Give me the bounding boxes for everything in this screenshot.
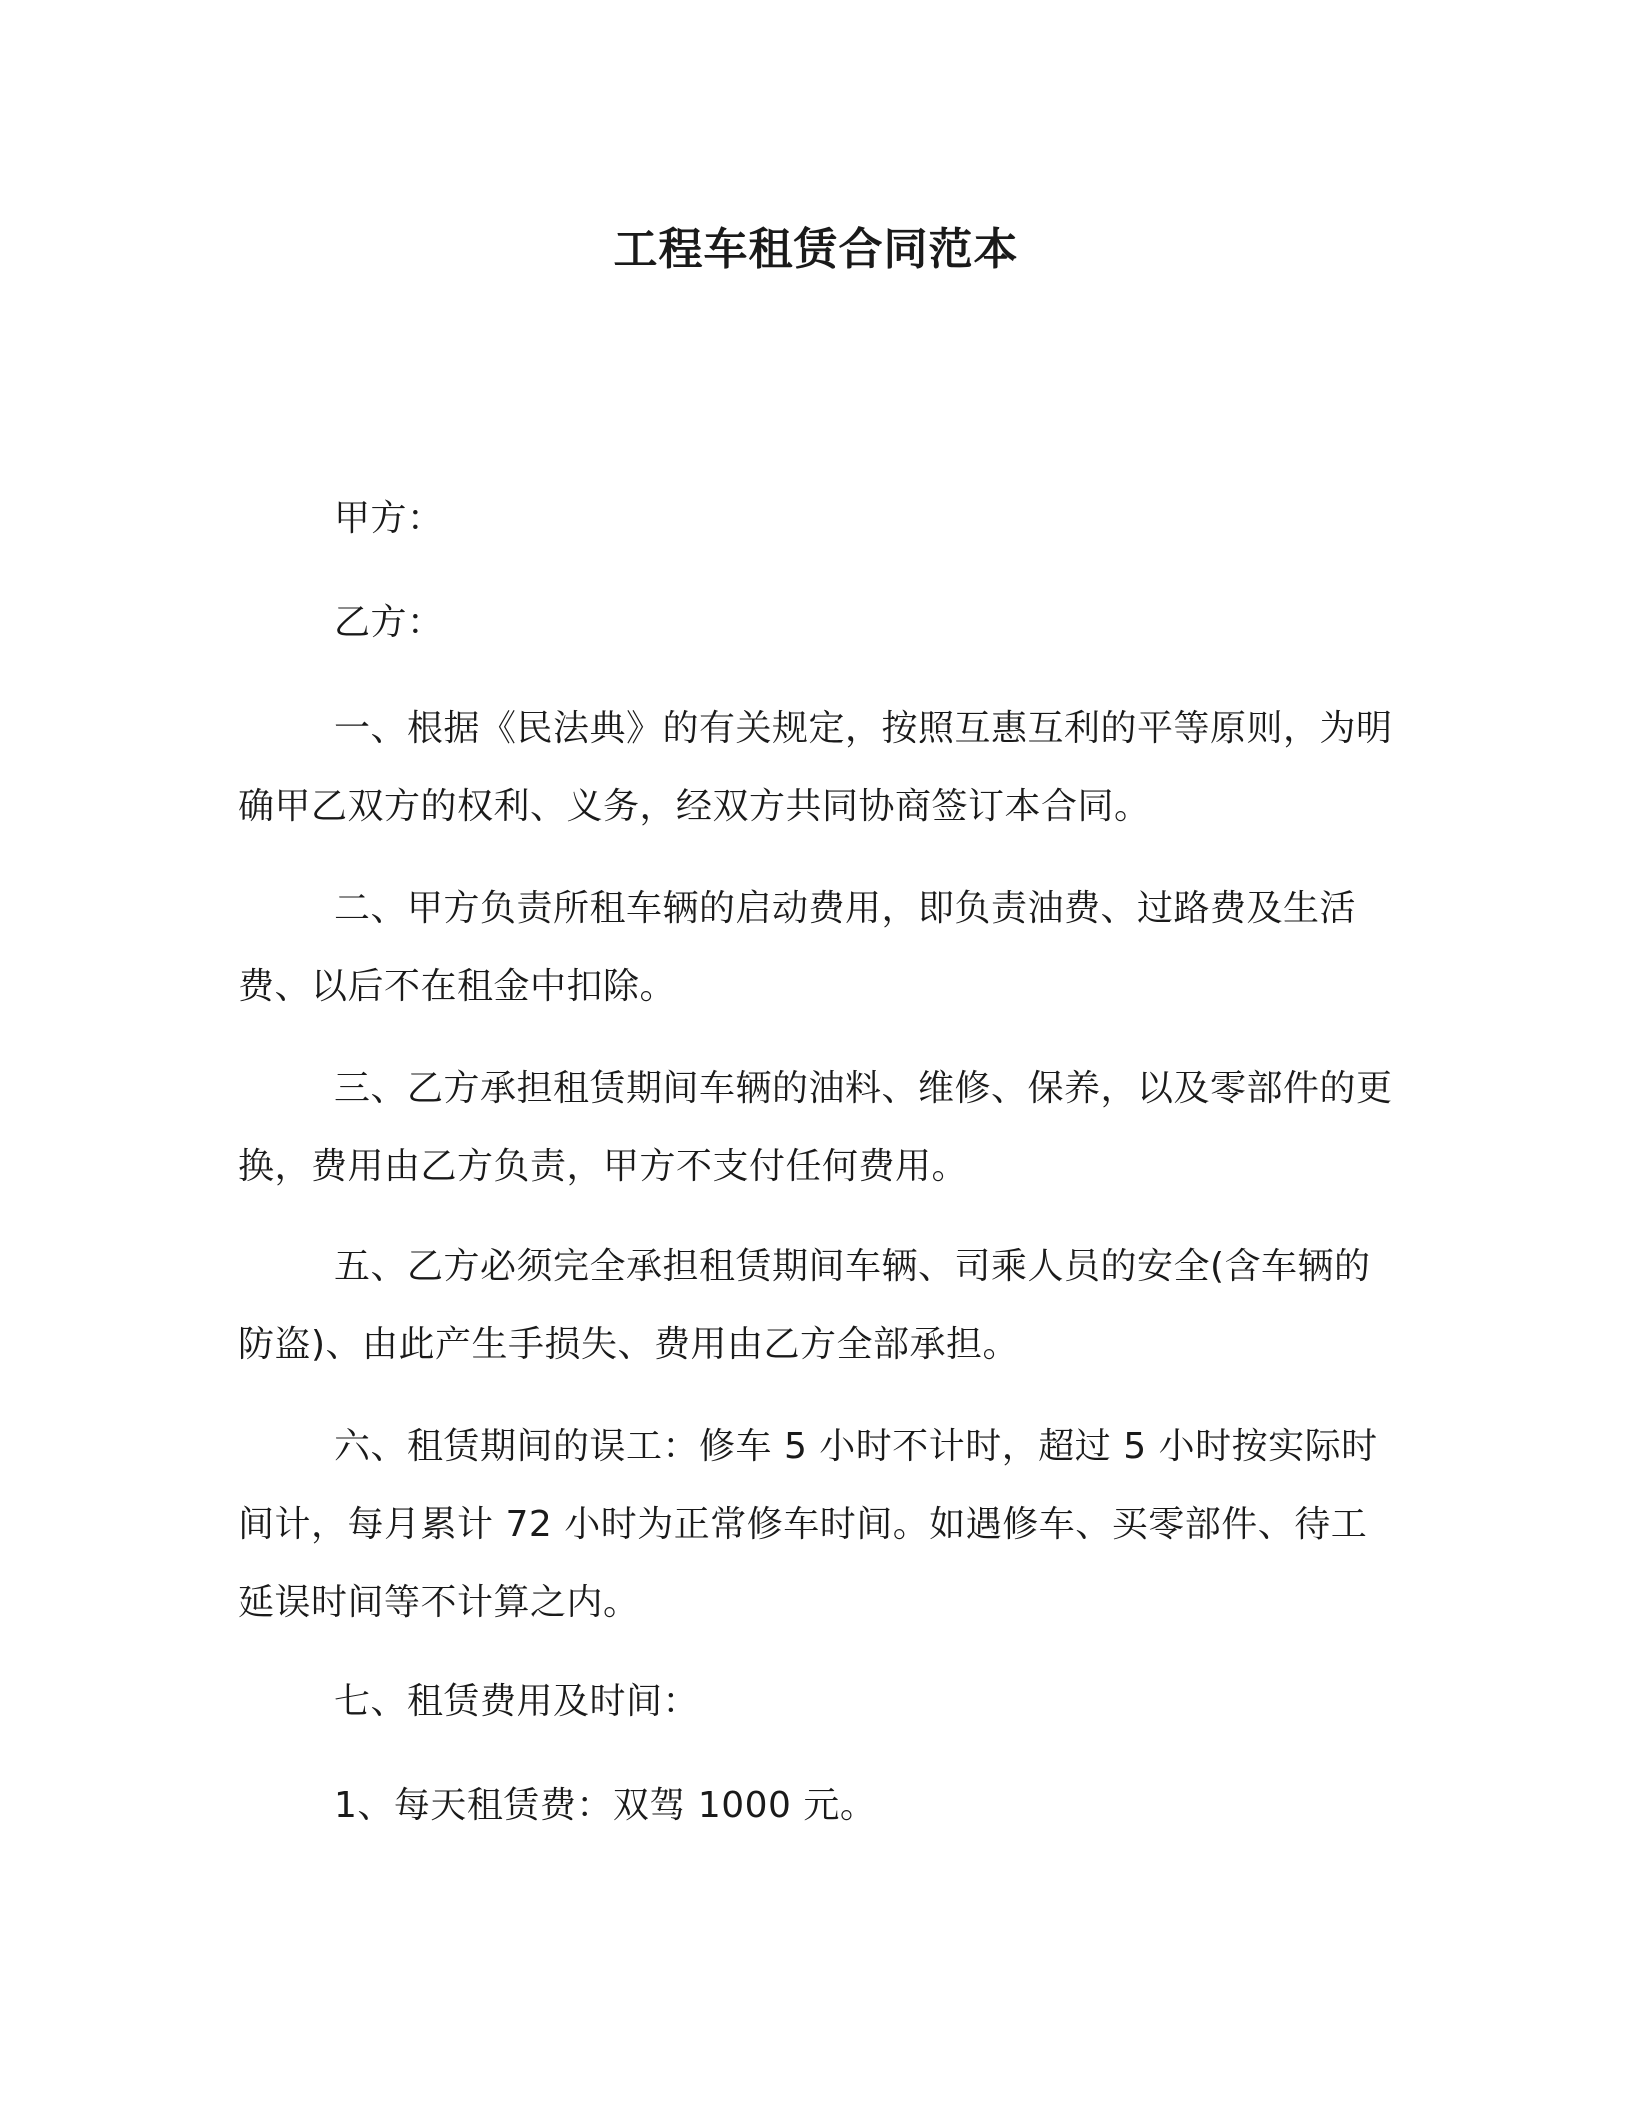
party-b-label: 乙方：: [334, 602, 444, 643]
clause-5: 五、乙方必须完全承担租赁期间车辆、司乘人员的安全(含车辆的防盗)、由此产生手损失、费用由乙方全部承担。: [238, 1246, 1371, 1365]
clause-1: 一、根据《民法典》的有关规定，按照互惠互利的平等原则，为明确甲乙双方的权利、义务，经双方共同协商签订本合同。: [238, 708, 1393, 827]
clause-7-item-1: 1、每天租赁费：双驾 1000 元。: [334, 1785, 877, 1826]
party-a-label: 甲方：: [334, 498, 444, 539]
clause-7: 七、租赁费用及时间：: [334, 1681, 700, 1722]
clause-3: 三、乙方承担租赁期间车辆的油料、维修、保养，以及零部件的更换，费用由乙方负责，甲方不支付任何费用。: [238, 1068, 1393, 1187]
clause-6: 六、租赁期间的误工：修车 5 小时不计时，超过 5 小时按实际时间计，每月累计 72 小时为正常修车时间。如遇修车、买零部件、待工延误时间等不计算之内。: [238, 1426, 1378, 1623]
document-title: 工程车租赁合同范本: [613, 224, 1019, 275]
clause-2: 二、甲方负责所租车辆的启动费用，即负责油费、过路费及生活费、以后不在租金中扣除。: [238, 888, 1357, 1007]
